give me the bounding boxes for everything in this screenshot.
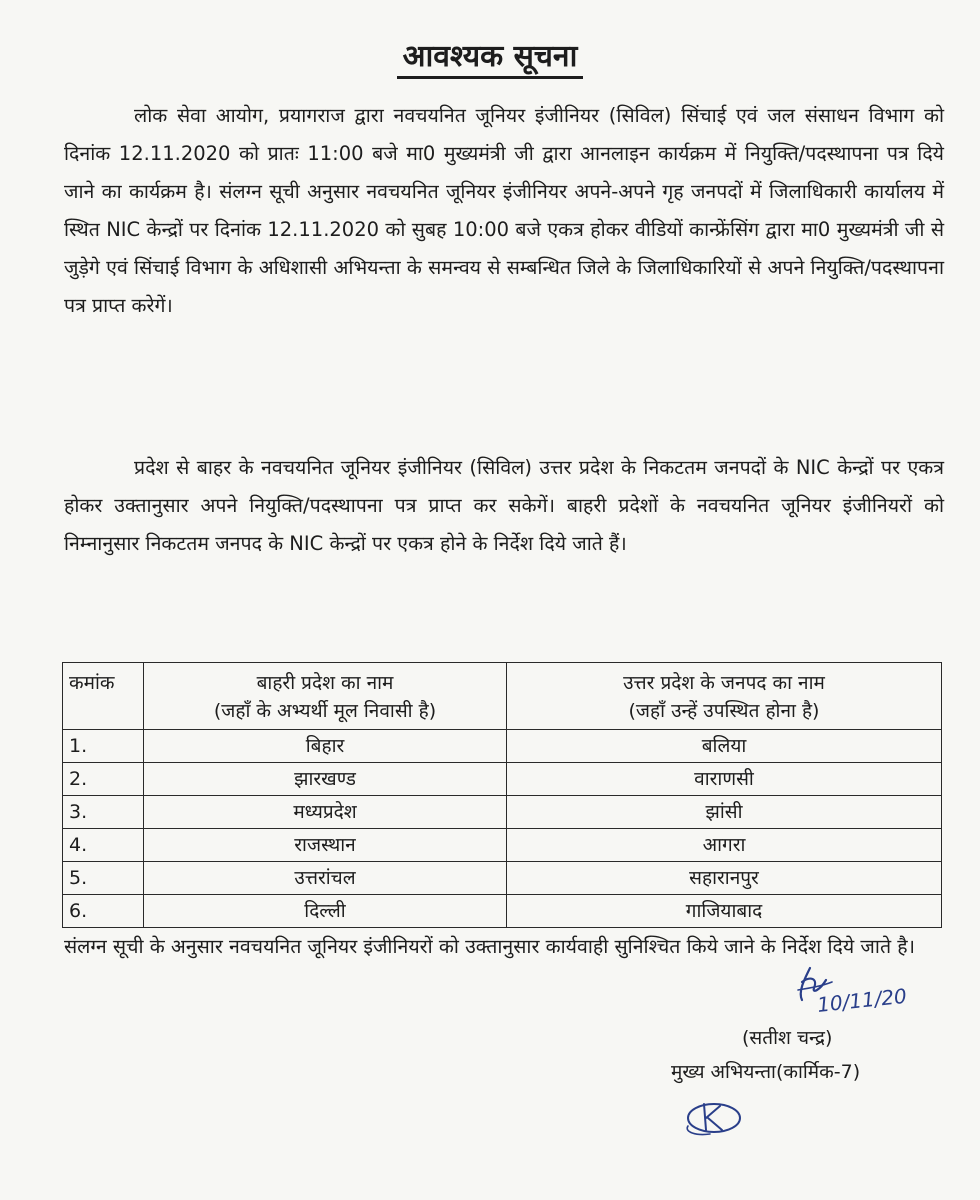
cell-state: मध्यप्रदेश	[144, 796, 507, 829]
paragraph-2-text: प्रदेश से बाहर के नवचयनित जूनियर इंजीनियर (सिविल) उत्तर प्रदेश के निकटतम जनपदों के NIC केन्द्रों पर एकत्र होकर उक्तानुसार अपने नियुक्ति/पदस्थापना पत्र प्राप्त कर सकेगें। बाहरी प्रदेशों के नवचयनित जूनियर इंजीनियरों को निम्नानुसार निकटतम जनपद के NIC केन्द्रों पर एकत्र होने के निर्देश दिये जाते हैं।	[64, 456, 944, 555]
cell-serial: 6.	[63, 895, 144, 928]
cell-serial: 4.	[63, 829, 144, 862]
handwritten-signature	[780, 960, 920, 1020]
table-row	[63, 763, 942, 796]
cell-serial: 5.	[63, 862, 144, 895]
signatory-designation: मुख्य अभियन्ता(कार्मिक-7)	[671, 1061, 861, 1083]
header-district-line1: उत्तर प्रदेश के जनपद का नाम	[623, 672, 825, 694]
header-state	[144, 663, 507, 730]
cell-state: बिहार	[144, 730, 507, 763]
cell-serial: 2.	[63, 763, 144, 796]
table-row	[63, 862, 942, 895]
paragraph-1-text: लोक सेवा आयोग, प्रयागराज द्वारा नवचयनित जूनियर इंजीनियर (सिविल) सिंचाई एवं जल संसाधन विभाग को दिनांक 12.11.2020 को प्रातः 11:00 बजे मा0 मुख्यमंत्री जी द्वारा आनलाइन कार्यक्रम में नियुक्ति/पदस्थापना पत्र दिये जाने का कार्यक्रम है। संलग्न सूची अनुसार नवचयनित जूनियर इंजीनियर अपने-अपने गृह जनपदों में जिलाधिकारी कार्यालय में स्थित NIC केन्द्रों पर दिनांक 12.11.2020 को सुबह 10:00 बजे एकत्र होकर वीडियों कान्फ्रेंसिंग द्वारा मा0 मुख्यमंत्री जी से जुड़ेगे एवं सिंचाई विभाग के अधिशासी अभियन्ता के समन्वय से सम्बन्धित जिले के जिलाधिकारियों से अपने नियुक्ति/पदस्थापना पत्र प्राप्त करेगें।	[64, 104, 944, 317]
table-header-row	[63, 663, 942, 730]
cell-state: उत्तरांचल	[144, 862, 507, 895]
paragraph-2	[64, 449, 944, 563]
cell-state: झारखण्ड	[144, 763, 507, 796]
signature-date: 10/11/20	[816, 983, 908, 1017]
cell-district: आगरा	[507, 829, 942, 862]
header-district-line2: (जहॉं उन्हें उपस्थित होना है)	[628, 700, 820, 722]
cell-district: वाराणसी	[507, 763, 942, 796]
cell-serial: 1.	[63, 730, 144, 763]
table-row	[63, 895, 942, 928]
table-row	[63, 796, 942, 829]
cell-serial: 3.	[63, 796, 144, 829]
table-row	[63, 730, 942, 763]
closing-note: संलग्न सूची के अनुसार नवचयनित जूनियर इंजीनियरों को उक्तानुसार कार्यवाही सुनिश्चित किये जाने के निर्देश दिये जाते है।	[64, 935, 915, 958]
signatory-name: (सतीश चन्द्र)	[742, 1027, 833, 1049]
header-district	[507, 663, 942, 730]
header-state-line1: बाहरी प्रदेश का नाम	[256, 672, 394, 694]
initials-mark	[676, 1090, 756, 1140]
header-serial	[63, 663, 144, 730]
cell-district: झांसी	[507, 796, 942, 829]
notice-title-text: आवश्यक सूचना	[397, 39, 584, 79]
header-serial-text: कमांक	[69, 672, 115, 694]
header-state-line2: (जहॉं के अभ्यर्थी मूल निवासी है)	[213, 700, 437, 722]
table-row	[63, 829, 942, 862]
cell-state: दिल्ली	[144, 895, 507, 928]
cell-district: बलिया	[507, 730, 942, 763]
paragraph-1	[64, 97, 944, 325]
district-table	[62, 662, 942, 928]
cell-district: सहारानपुर	[507, 862, 942, 895]
cell-district: गाजियाबाद	[507, 895, 942, 928]
cell-state: राजस्थान	[144, 829, 507, 862]
notice-title	[0, 34, 980, 75]
